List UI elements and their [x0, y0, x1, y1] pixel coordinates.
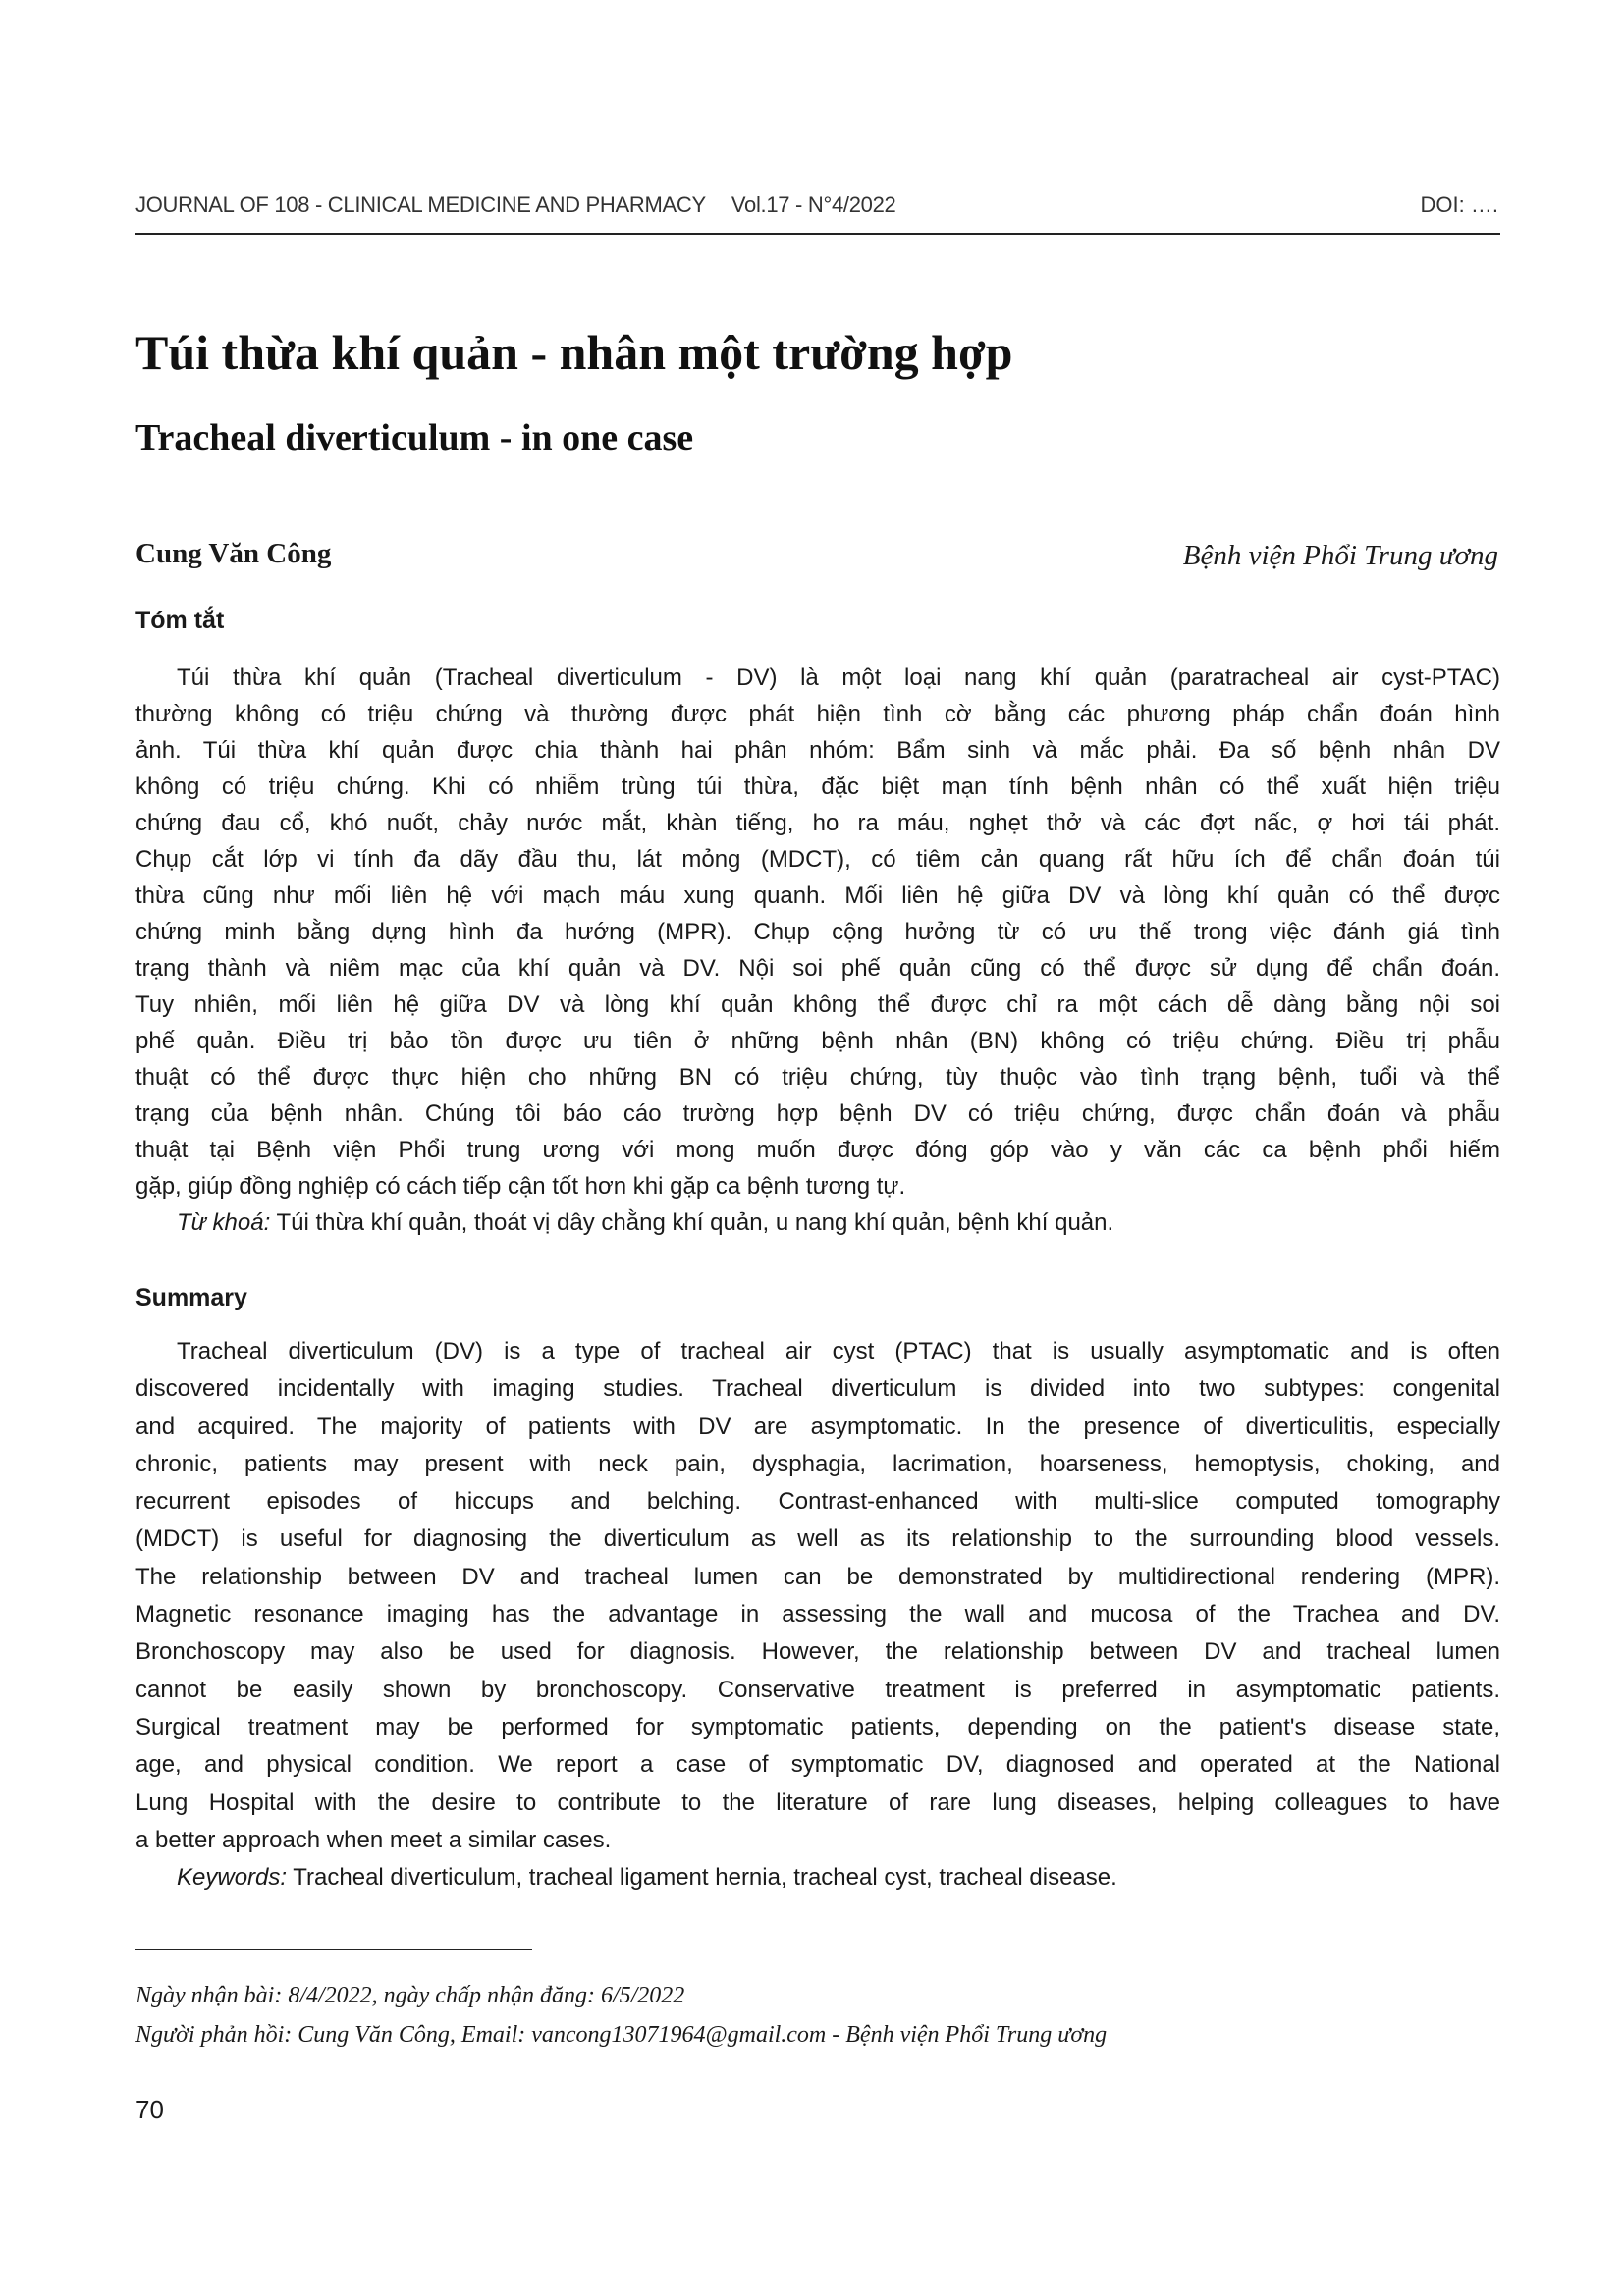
running-header: [135, 192, 895, 218]
keywords: [135, 1859, 1500, 1896]
affiliation: Bệnh viện Phổi Trung ương: [1182, 540, 1498, 571]
keywords-label: Từ khoá:: [177, 1209, 271, 1236]
paragraph-line: không có triệu chứng. Khi có nhiễm trùng túi thừa, đặc biệt mạn tính bệnh nhân có thể xuất hiện triệu: [135, 774, 1500, 800]
paragraph-line: age, and physical condition. We report a case of symptomatic DV, diagnosed and operated at the National: [135, 1751, 1500, 1779]
keywords-list: Tracheal diverticulum, tracheal ligament hernia, tracheal cyst, tracheal disease.: [287, 1864, 1117, 1892]
paragraph-line: chứng đau cổ, khó nuốt, chảy nước mắt, khàn tiếng, ho ra máu, nghẹt thở và các đợt nấc, ợ hơi tái phát.: [135, 810, 1500, 836]
paragraph-line: Magnetic resonance imaging has the advantage in assessing the wall and mucosa of the Trachea and DV.: [135, 1601, 1500, 1629]
footnote-dates: Ngày nhận bài: 8/4/2022, ngày chấp nhận đăng: 6/5/2022: [135, 1983, 685, 2008]
keywords-list: Túi thừa khí quản, thoát vị dây chằng khí quản, u nang khí quản, bệnh khí quản.: [270, 1209, 1114, 1236]
paragraph-line: and acquired. The majority of patients with DV are asymptomatic. In the presence of diverticulitis, especially: [135, 1413, 1500, 1440]
paragraph-line: Chụp cắt lớp vi tính đa dãy đầu thu, lát mỏng (MDCT), có tiêm cản quang rất hữu ích để chẩn đoán túi: [135, 846, 1500, 873]
paragraph-line: (MDCT) is useful for diagnosing the diverticulum as well as its relationship to the surrounding blood vessels.: [135, 1525, 1500, 1553]
paragraph-line: cannot be easily shown by bronchoscopy. Conservative treatment is preferred in asymptomatic patients.: [135, 1676, 1500, 1703]
paragraph-line: Surgical treatment may be performed for symptomatic patients, depending on the patient's disease state,: [135, 1713, 1500, 1740]
keywords: [135, 1204, 1500, 1241]
paragraph-line: thường không có triệu chứng và thường được phát hiện tình cờ bằng các phương pháp chẩn đoán hình: [135, 701, 1500, 727]
doi: DOI: ….: [1420, 192, 1498, 217]
paragraph-line: thuật tại Bệnh viện Phổi trung ương với mong muốn được đóng góp vào y văn các ca bệnh phổi hiếm: [135, 1137, 1500, 1163]
paragraph-line: Lung Hospital with the desire to contribute to the literature of rare lung diseases, helping colleagues to have: [135, 1789, 1500, 1816]
page-title: Túi thừa khí quản - nhân một trường hợp: [135, 325, 1013, 380]
paragraph-line: ảnh. Túi thừa khí quản được chia thành hai phân nhóm: Bẩm sinh và mắc phải. Đa số bệnh nhân DV: [135, 737, 1500, 764]
author: Cung Văn Công: [135, 538, 332, 569]
paragraph-line: discovered incidentally with imaging studies. Tracheal diverticulum is divided into two subtypes: congenital: [135, 1375, 1500, 1403]
paragraph-line: The relationship between DV and tracheal lumen can be demonstrated by multidirectional rendering (MPR).: [135, 1563, 1500, 1590]
paragraph-line: Bronchoscopy may also be used for diagnosis. However, the relationship between DV and tracheal lumen: [135, 1638, 1500, 1666]
header-rule: [135, 233, 1500, 235]
page-number: 70: [135, 2095, 164, 2124]
paragraph-line: a better approach when meet a similar cases.: [135, 1826, 612, 1853]
paragraph-line: Tracheal diverticulum (DV) is a type of tracheal air cyst (PTAC) that is usually asymptomatic and is often: [177, 1338, 1500, 1364]
journal-name: JOURNAL OF 108 - CLINICAL MEDICINE AND PHARMACY: [135, 192, 706, 217]
paragraph-line: chronic, patients may present with neck pain, dysphagia, lacrimation, hoarseness, hemoptysis, choking, and: [135, 1450, 1500, 1477]
footnote-correspondence: Người phản hồi: Cung Văn Công, Email: vancong13071964@gmail.com - Bệnh viện Phổi Trung ương: [135, 2022, 1108, 2048]
paragraph-line: recurrent episodes of hiccups and belching. Contrast-enhanced with multi-slice computed tomography: [135, 1488, 1500, 1516]
paragraph-line: thừa cũng như mối liên hệ với mạch máu xung quanh. Mối liên hệ giữa DV và lòng khí quản có thể được: [135, 882, 1500, 909]
paragraph-line: chứng minh bằng dựng hình đa hướng (MPR). Chụp cộng hưởng từ có ưu thế trong việc đánh giá tình: [135, 919, 1500, 945]
paragraph-line: phế quản. Điều trị bảo tồn được ưu tiên ở những bệnh nhân (BN) không có triệu chứng. Điều trị phẫu: [135, 1028, 1500, 1054]
page-subtitle: Tracheal diverticulum - in one case: [135, 417, 694, 458]
journal-volume: Vol.17 - N°4/2022: [731, 192, 896, 217]
abstract-en-heading: Summary: [135, 1284, 247, 1311]
abstract-vi: [135, 660, 1500, 1241]
paragraph-line: Tuy nhiên, mối liên hệ giữa DV và lòng khí quản không thể được chỉ ra một cách dễ dàng bằng nội soi: [135, 991, 1500, 1018]
paragraph-line: thuật có thể được thực hiện cho những BN có triệu chứng, tùy thuộc vào tình trạng bệnh, tuổi và thể: [135, 1064, 1500, 1091]
paragraph-line: trạng của bệnh nhân. Chúng tôi báo cáo trường hợp bệnh DV có triệu chứng, được chẩn đoán và phẫu: [135, 1100, 1500, 1127]
footnote-rule: [135, 1949, 532, 1950]
abstract-vi-heading: Tóm tắt: [135, 607, 225, 634]
paragraph-line: trạng thành và niêm mạc của khí quản và DV. Nội soi phế quản cũng có thể được sử dụng để chẩn đoán.: [135, 955, 1500, 982]
keywords-label: Keywords:: [177, 1864, 288, 1892]
abstract-en: [135, 1333, 1500, 1896]
paragraph-line: Túi thừa khí quản (Tracheal diverticulum - DV) là một loại nang khí quản (paratracheal air cyst-PTAC): [177, 665, 1500, 691]
paragraph-line: gặp, giúp đồng nghiệp có cách tiếp cận tốt hơn khi gặp ca bệnh tương tự.: [135, 1173, 906, 1200]
